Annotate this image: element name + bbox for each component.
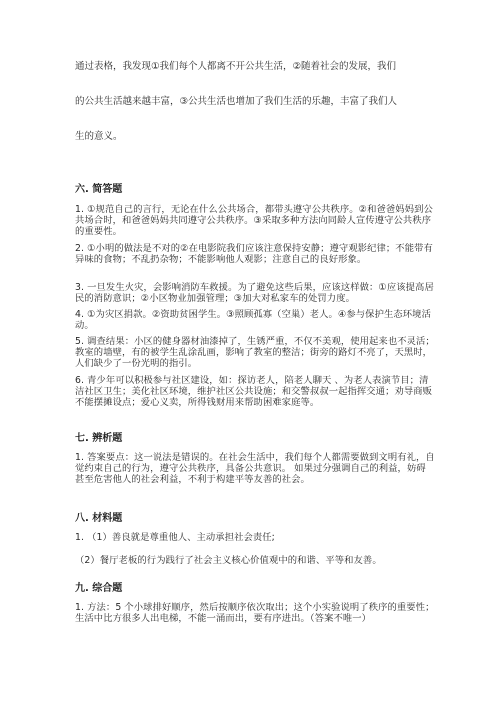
intro-line-2: 的公共生活越来越丰富，③公共生活也增加了我们生活的乐趣，丰富了我们人 [75, 96, 398, 107]
answer-item: 5. 调查结果：小区的健身器材油漆掉了，生锈严重，不仅不美观，使用起来也不灵活；教室的墙壁，有的被学生乱涂乱画，影响了教室的整洁；街旁的路灯不亮了，天黑时，人们缺少了一份光明的指引。 [75, 336, 435, 370]
answer-item: 4. ①为灾区捐款。②资助贫困学生。③照顾孤寡（空巢）老人。④参与保护生态环境活动。 [75, 309, 431, 332]
intro-line-3: 生的意义。 [75, 131, 123, 142]
section-heading-analysis: 七. 辨析题 [75, 433, 123, 444]
answer-item: 1. ①规范自己的言行，无论在什么公共场合，都带头遵守公共秩序。②和爸爸妈妈到公共场合时，和爸爸妈妈共同遵守公共秩序。③采取多种方法向同龄人宣传遵守公共秩序的重要性。 [75, 204, 433, 238]
section-heading-comprehensive: 九. 综合题 [75, 583, 123, 594]
answer-item: 2. ①小明的做法是不对的②在电影院我们应该注意保持安静；遵守观影纪律；不能带有异味的食物；不乱扔杂物；不能影响他人观影；注意自己的良好形象。 [75, 243, 433, 266]
intro-line-1: 通过表格，我发现①我们每个人都离不开公共生活，②随着社会的发展，我们 [75, 61, 397, 72]
answer-item: 1. 方法：5 个小球排好顺序，然后按顺序依次取出；这个小实验说明了秩序的重要性；生活中比方很多人出电梯，不能一涌而出，要有序进出。（答案不唯一） [75, 602, 435, 625]
section-heading-short-answer: 六. 简答题 [75, 184, 123, 195]
answer-item: （2）餐厅老板的行为践行了社会主义核心价值观中的和谐、平等和友善。 [75, 555, 382, 566]
answer-item: 1. （1）善良就是尊重他人、主动承担社会责任; [75, 532, 275, 543]
answer-item: 1. 答案要点：这一说法是错误的。在社会生活中，我们每个人都需要做到文明有礼，自觉约束自己的行为，遵守公共秩序，具备公共意识。 如果过分强调自己的利益，妨碍甚至危害他人的社会利益，不利于构建平等友善的社会。 [75, 452, 435, 486]
answer-item: 6. 青少年可以积极参与社区建设，如：探访老人，陪老人聊天 、为老人表演节目；清洁社区卫生；美化社区环境，维护社区公共设施；和交警叔叔一起指挥交通；劝导商贩不能摆摊设点；爱心义卖，所得钱财用来帮助困难家庭等。 [75, 375, 433, 409]
section-heading-material: 八. 材料题 [75, 513, 123, 524]
answer-item: 3. 一旦发生火灾，会影响消防车救援。为了避免这些后果，应该这样做：①应该提高居民的消防意识；②小区物业加强管理；③加大对私家车的处罚力度。 [75, 282, 434, 305]
